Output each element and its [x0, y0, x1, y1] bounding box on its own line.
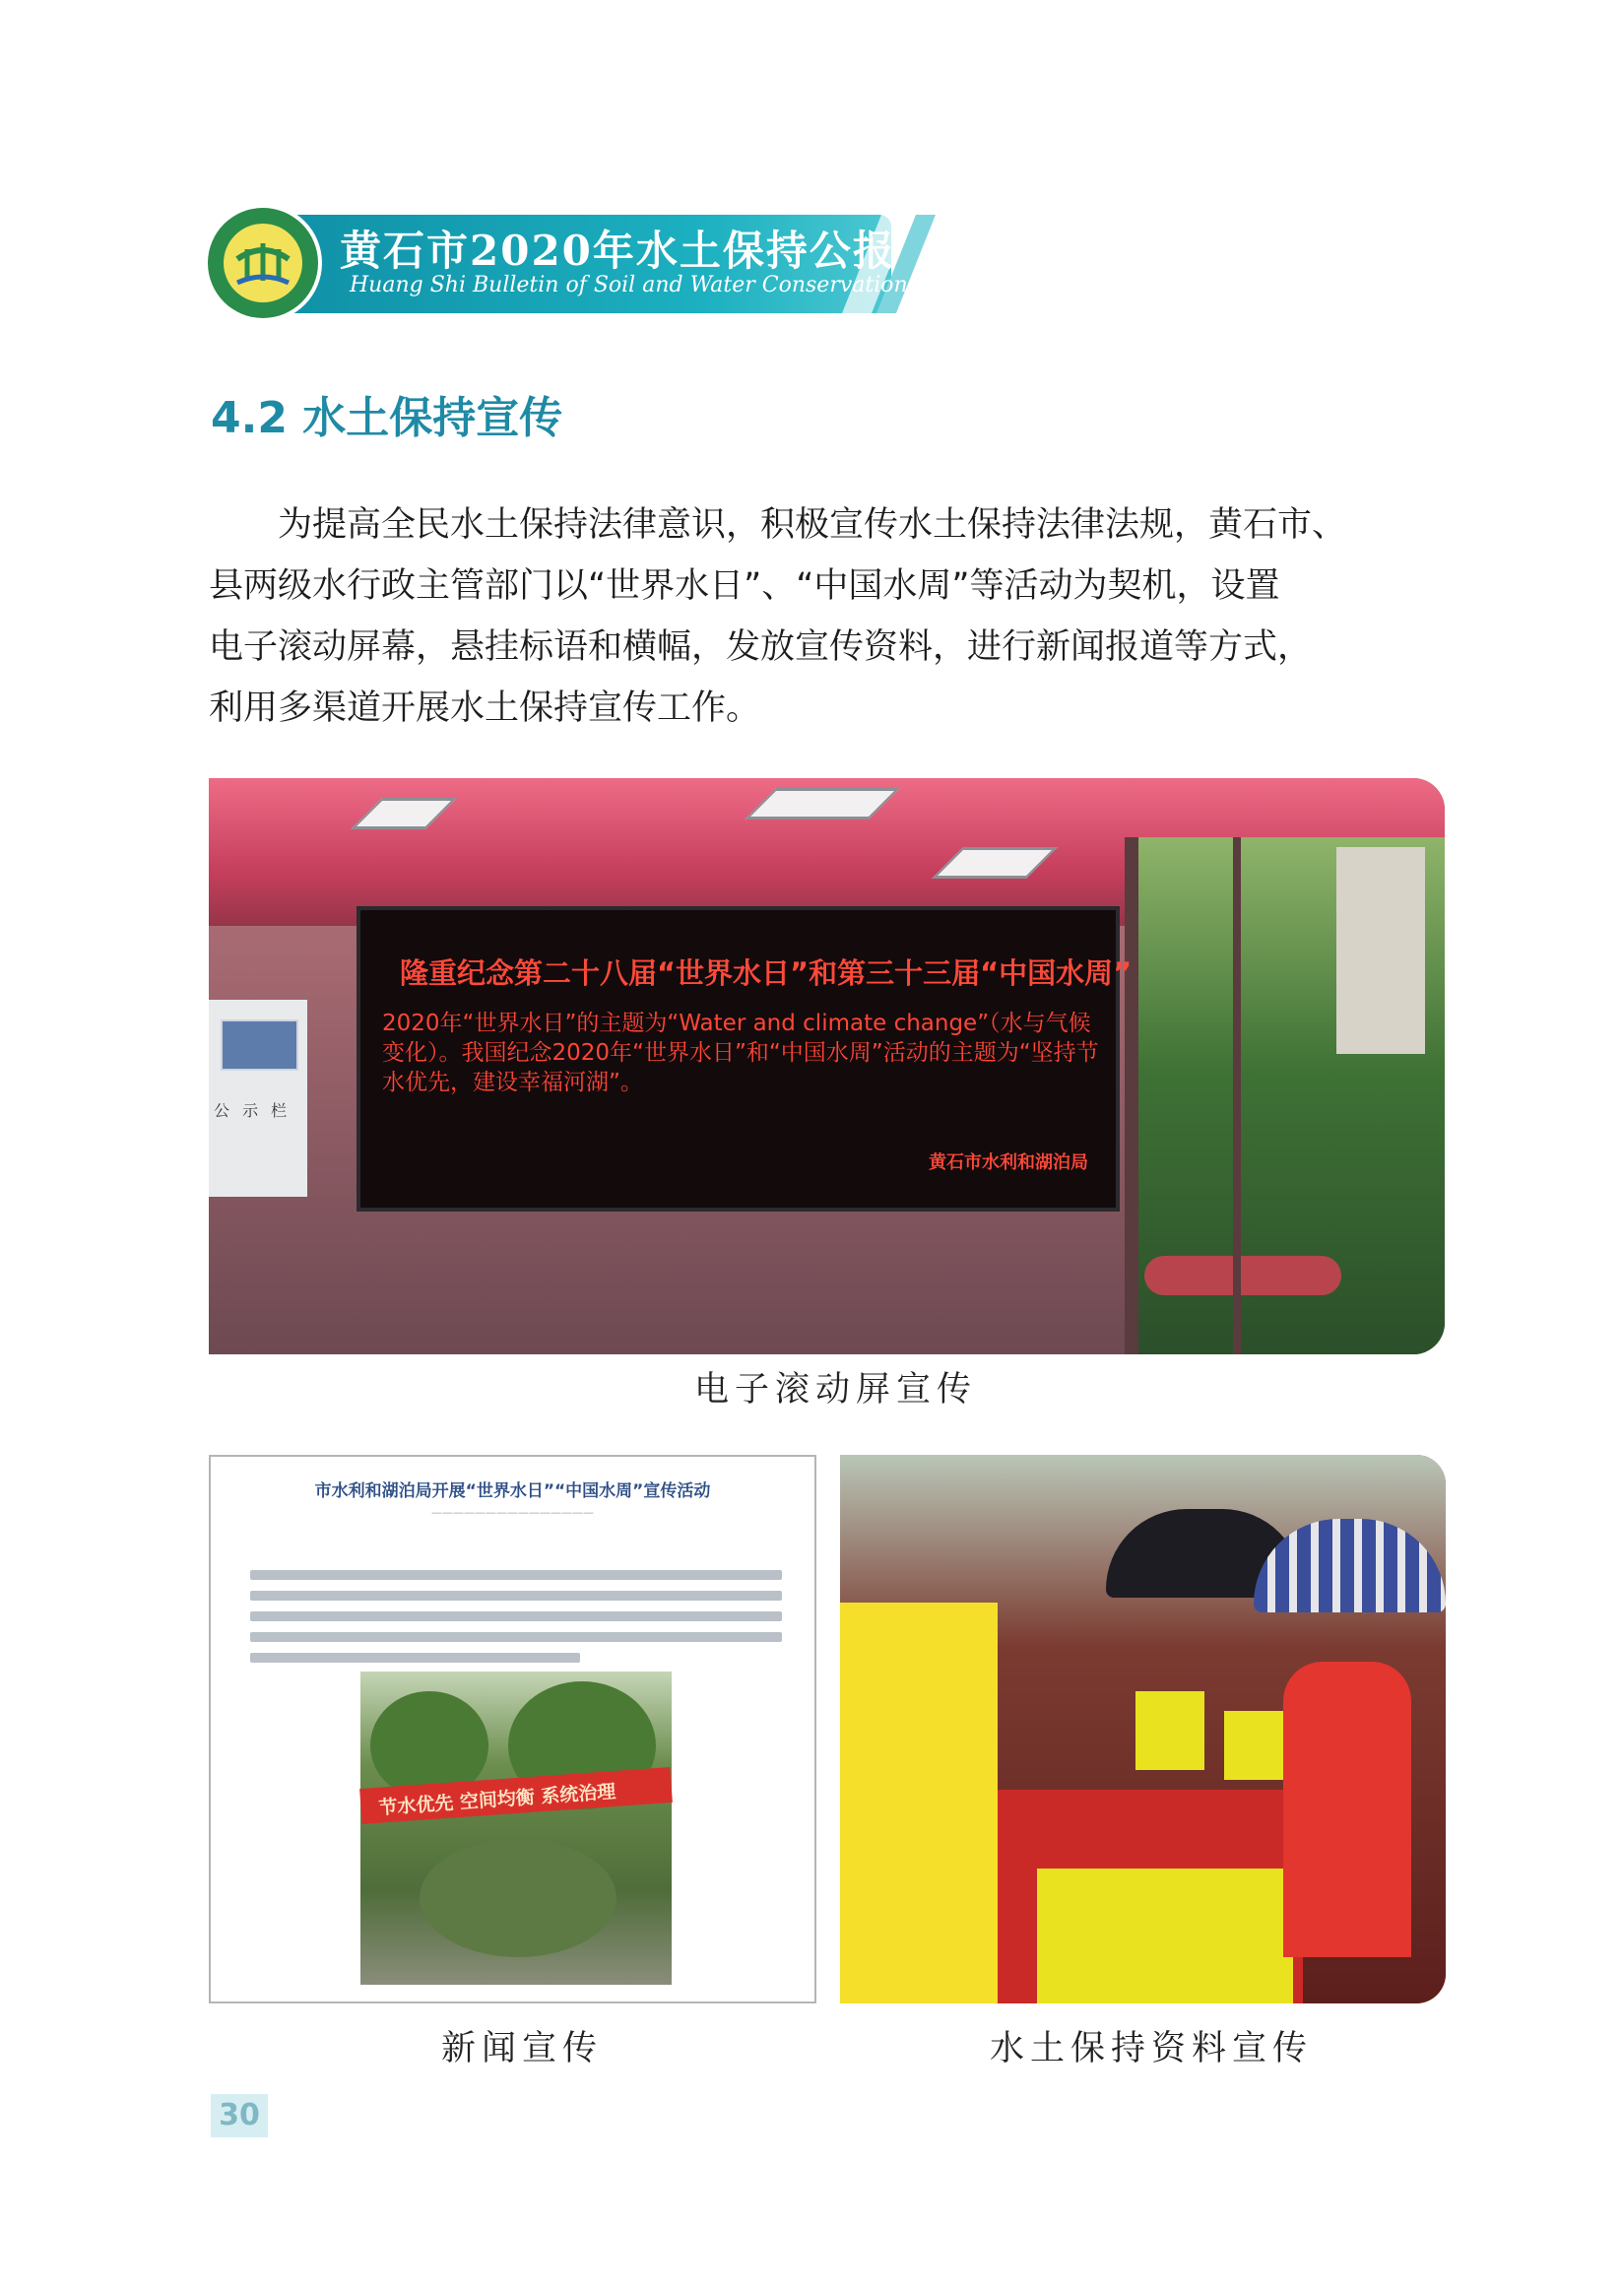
yellow-bag-pile [1037, 1869, 1293, 2003]
caption-led: 电子滚动屏宣传 [694, 1370, 978, 1410]
led-line: 变化）。我国纪念2020年“世界水日”和“中国水周”活动的主题为“坚持节 [382, 1040, 1099, 1066]
text-line [250, 1591, 782, 1601]
banner-slogan: 节水优先 空间均衡 系统治理 [377, 1780, 616, 1819]
news-article-title: 市水利和湖泊局开展“世界水日”“中国水周”宣传活动 [314, 1481, 711, 1501]
page-number: 30 [211, 2094, 268, 2137]
window-frame [1125, 837, 1138, 1354]
logo-emblem [202, 202, 325, 325]
led-title: 隆重纪念第二十八届“世界水日”和第三十三届“中国水周” [400, 956, 1133, 990]
wall-plaque [221, 1019, 298, 1071]
caption-news: 新闻宣传 [441, 2029, 604, 2068]
window-view [1125, 837, 1445, 1354]
body-paragraph [209, 494, 1450, 739]
tree [420, 1839, 616, 1957]
section-heading: 4.2 水土保持宣传 [211, 393, 563, 443]
led-signature: 黄石市水利和湖泊局 [929, 1152, 1088, 1173]
led-screen-photo [209, 778, 1445, 1354]
paragraph-line: 电子滚动屏幕，悬挂标语和横幅，发放宣传资料，进行新闻报道等方式， [209, 627, 1313, 667]
text-line [250, 1653, 580, 1663]
flower-bed [1144, 1256, 1341, 1295]
news-text-block [250, 1570, 782, 1673]
text-line [250, 1632, 782, 1642]
bulletin-title: 黄石市2020年水土保持公报 [340, 227, 896, 275]
news-screenshot [209, 1455, 816, 2003]
person-yellow-coat [840, 1603, 998, 2003]
window-frame [1233, 837, 1241, 1354]
led-body [382, 1009, 1111, 1097]
led-line: 水优先，建设幸福河湖”。 [382, 1070, 643, 1095]
yellow-bag [1224, 1711, 1283, 1780]
text-line [250, 1611, 782, 1621]
event-photo [840, 1455, 1446, 2003]
text-line [250, 1570, 782, 1580]
yellow-bag [1135, 1691, 1204, 1770]
news-photo [360, 1672, 672, 1985]
paragraph-line: 为提高全民水土保持法律意识，积极宣传水土保持法律法规，黄石市、 [278, 505, 1347, 545]
person-red-coat [1283, 1662, 1411, 1957]
led-line: 2020年“世界水日”的主题为“Water and climate change”（水与气候 [382, 1011, 1091, 1036]
bulletin-label: 公 示 栏 [214, 1101, 292, 1120]
building [1336, 847, 1425, 1054]
news-meta: ——————————————— [431, 1506, 594, 1519]
paragraph-line: 利用多渠道开展水土保持宣传工作。 [209, 689, 761, 728]
bulletin-subtitle: Huang Shi Bulletin of Soil and Water Conservation [350, 273, 908, 297]
paragraph-line: 县两级水行政主管部门以“世界水日”、“中国水周”等活动为契机，设置 [209, 566, 1280, 606]
caption-event: 水土保持资料宣传 [990, 2029, 1314, 2068]
led-display [357, 906, 1133, 1212]
